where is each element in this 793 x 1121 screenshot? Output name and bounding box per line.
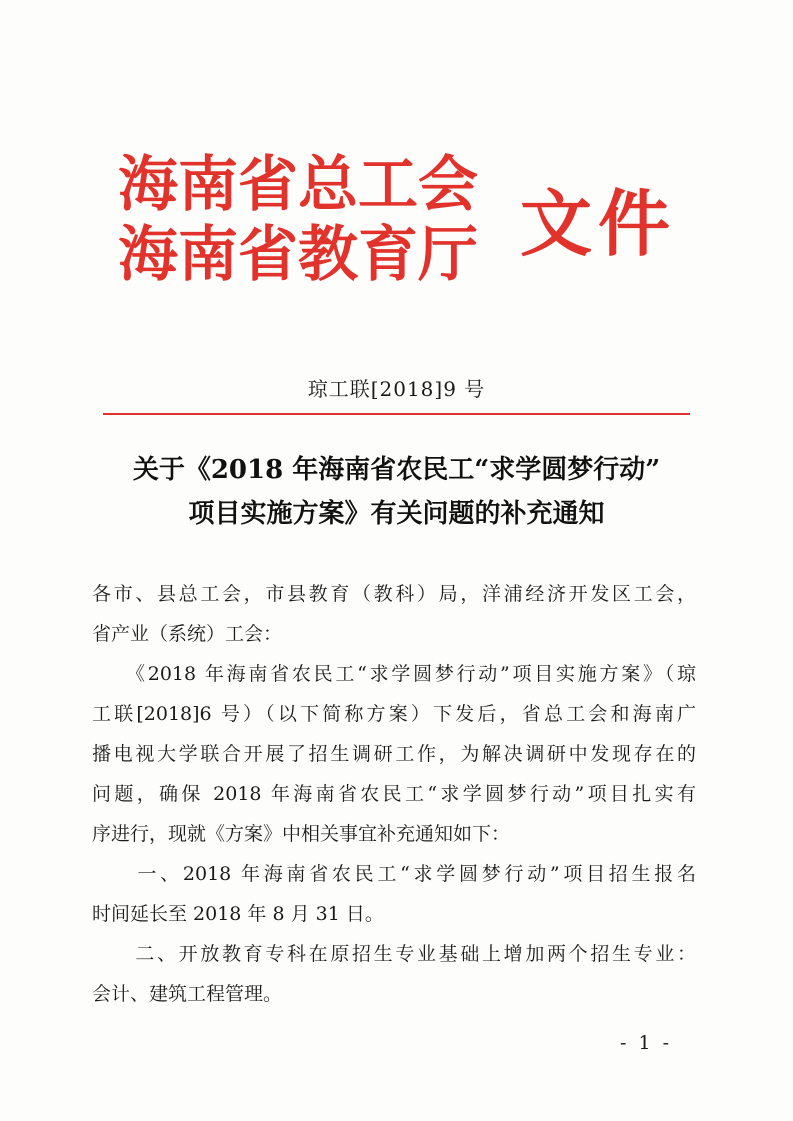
- paragraph-line: 工联[2018]6 号）（以下简称方案）下发后，省总工会和海南广: [92, 703, 696, 725]
- paragraph-line: 播电视大学联合开展了招生调研工作，为解决调研中发现存在的: [92, 743, 696, 765]
- document-body: [92, 574, 696, 1014]
- paragraph-line: 问题，确保 2018 年海南省农民工“求学圆梦行动”项目扎实有: [92, 783, 696, 805]
- document-title: [80, 448, 713, 536]
- item-1-line: 时间延长至 2018 年 8 月 31 日。: [92, 903, 384, 925]
- red-masthead: [118, 146, 698, 296]
- page-number: - 1 -: [620, 1032, 673, 1054]
- title-line-2: 项目实施方案》有关问题的补充通知: [188, 499, 605, 529]
- item-2-line: 二、开放教育专科在原招生专业基础上增加两个招生专业：: [92, 943, 696, 965]
- document-number: 琼工联[2018]9 号: [307, 377, 486, 401]
- issuing-org-2: 海南省教育厅: [118, 220, 478, 290]
- document-label: 文件: [520, 182, 677, 266]
- item-1-line: 一、2018 年海南省农民工“求学圆梦行动”项目招生报名: [92, 863, 696, 885]
- paragraph-line: 序进行，现就《方案》中相关事宜补充通知如下：: [92, 823, 511, 845]
- addressee-line: 省产业（系统）工会：: [92, 623, 283, 645]
- addressee-line: 各市、县总工会，市县教育（教科）局，洋浦经济开发区工会，: [92, 583, 696, 605]
- title-line-1: 关于《2018 年海南省农民工“求学圆梦行动”: [132, 455, 661, 485]
- item-2-line: 会计、建筑工程管理。: [92, 983, 283, 1005]
- issuing-org-1: 海南省总工会: [118, 150, 478, 220]
- red-separator-line: [103, 413, 690, 415]
- paragraph-line: 《2018 年海南省农民工“求学圆梦行动”项目实施方案》（琼: [92, 663, 696, 685]
